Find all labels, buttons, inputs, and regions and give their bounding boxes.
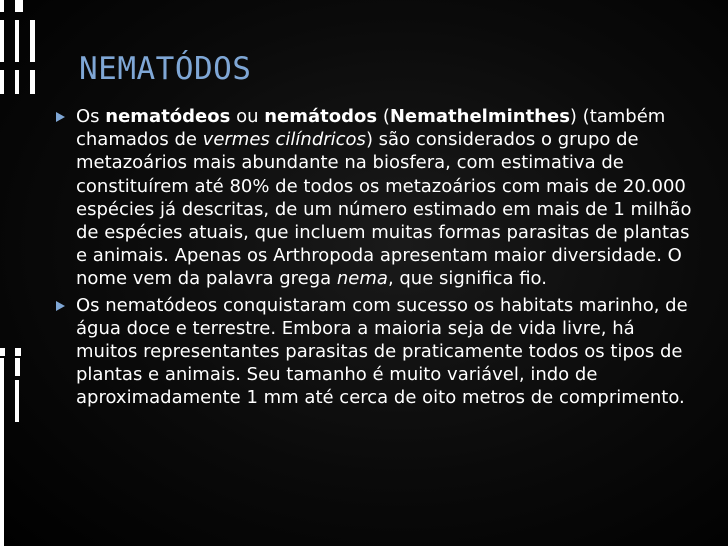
text-run: ou [230, 106, 265, 127]
slide-title: NEMATÓDOS [79, 51, 252, 87]
decorative-bar [0, 70, 4, 94]
bullet-list [56, 105, 692, 413]
bullet-item [56, 105, 692, 291]
text-run: nematódeos [105, 106, 231, 127]
decorative-bar [0, 20, 4, 62]
text-run: ) (também chamados de [76, 106, 666, 151]
text-run: ) são considerados o grupo de metazoários mais abundante na biosfera, com estimativa de constituírem até 80% de todos os metazoários com mais de 20.000 espécies já descritas, de um número estimado em mais de 1 milhão de espécies atuais, que incluem muitas formas parasitas de plantas e animais. Apenas os Arthropoda apresentam maior diversidade. O nome vem da palavra grega [76, 129, 692, 290]
triangle-bullet-icon [56, 112, 65, 122]
text-run: Nemathelminthes [389, 106, 570, 127]
triangle-bullet-icon [56, 301, 65, 311]
text-run: , que significa fio. [387, 268, 547, 290]
decorative-bar [15, 358, 20, 376]
decorative-bar [15, 20, 19, 62]
decorative-bar [15, 348, 21, 356]
bullet-item [56, 294, 692, 410]
text-run: Os [76, 106, 106, 127]
decorative-bar [0, 358, 4, 546]
decorative-bar [15, 0, 23, 12]
text-run: Os nematódeos conquistaram com sucesso os habitats marinho, de água doce e terrestre. Embora a maioria seja de vida livre, há muitos representantes parasitas de praticamente todos os tipos de plantas e animais. Seu tamanho é muito variável, indo de aproximadamente 1 mm até cerca de oito metros de comprimento. [76, 294, 688, 409]
text-run: vermes cilíndricos [202, 129, 366, 151]
decorative-bar [30, 20, 35, 62]
decorative-bar [15, 70, 19, 94]
decorative-bar [0, 0, 4, 12]
decorative-bar [30, 70, 35, 94]
text-run: nema [336, 268, 388, 290]
bullet-text [76, 105, 692, 291]
bullet-text [76, 294, 692, 410]
text-run: ( [377, 106, 390, 127]
text-run: nemátodos [264, 106, 378, 127]
decorative-bar [0, 348, 5, 356]
decorative-bar [15, 380, 19, 422]
